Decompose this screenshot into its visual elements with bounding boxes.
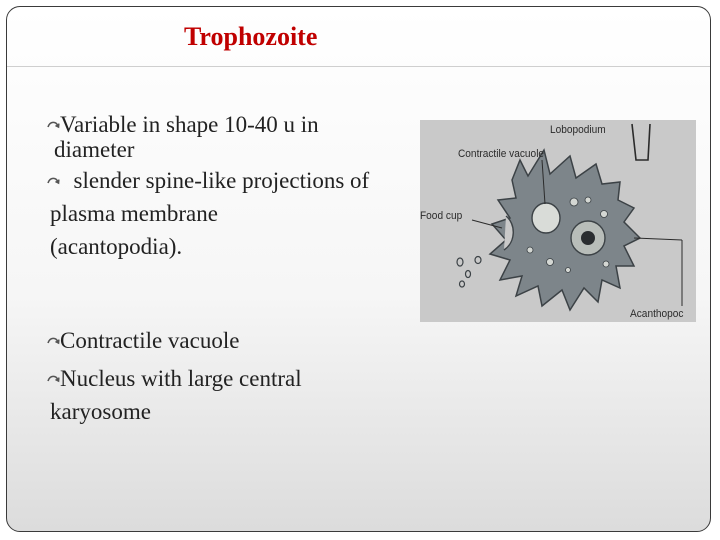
label-contractile-vacuole: Contractile vacuole: [458, 148, 545, 160]
trophozoite-diagram: [420, 120, 696, 322]
label-acanthopodia: Acanthopoc: [630, 308, 684, 320]
bullet-item: [38, 110, 319, 164]
bullet-item: [38, 364, 302, 426]
bullet-item: [38, 326, 239, 355]
curved-arrow-bullet-icon: [46, 334, 60, 348]
curved-arrow-bullet-icon: [46, 118, 60, 132]
bullet-text: diameter: [54, 137, 135, 162]
bullet-text: plasma membrane: [50, 201, 218, 226]
bullet-item: [38, 166, 369, 261]
slide-title: Trophozoite: [184, 22, 318, 51]
bullet-text: karyosome: [50, 399, 151, 424]
bullet-text: Variable in shape 10-40 u in: [60, 112, 319, 137]
curved-arrow-bullet-icon: [46, 372, 60, 386]
bullet-text: Nucleus with large central: [60, 366, 302, 391]
label-lobopodium: Lobopodium: [550, 124, 606, 136]
curved-arrow-bullet-icon: [46, 174, 60, 188]
label-food-cup: Food cup: [420, 210, 463, 222]
bullet-text: Contractile vacuole: [60, 328, 240, 353]
bullet-text: slender spine-like projections of: [62, 168, 370, 193]
bullet-text: (acantopodia).: [50, 234, 183, 259]
